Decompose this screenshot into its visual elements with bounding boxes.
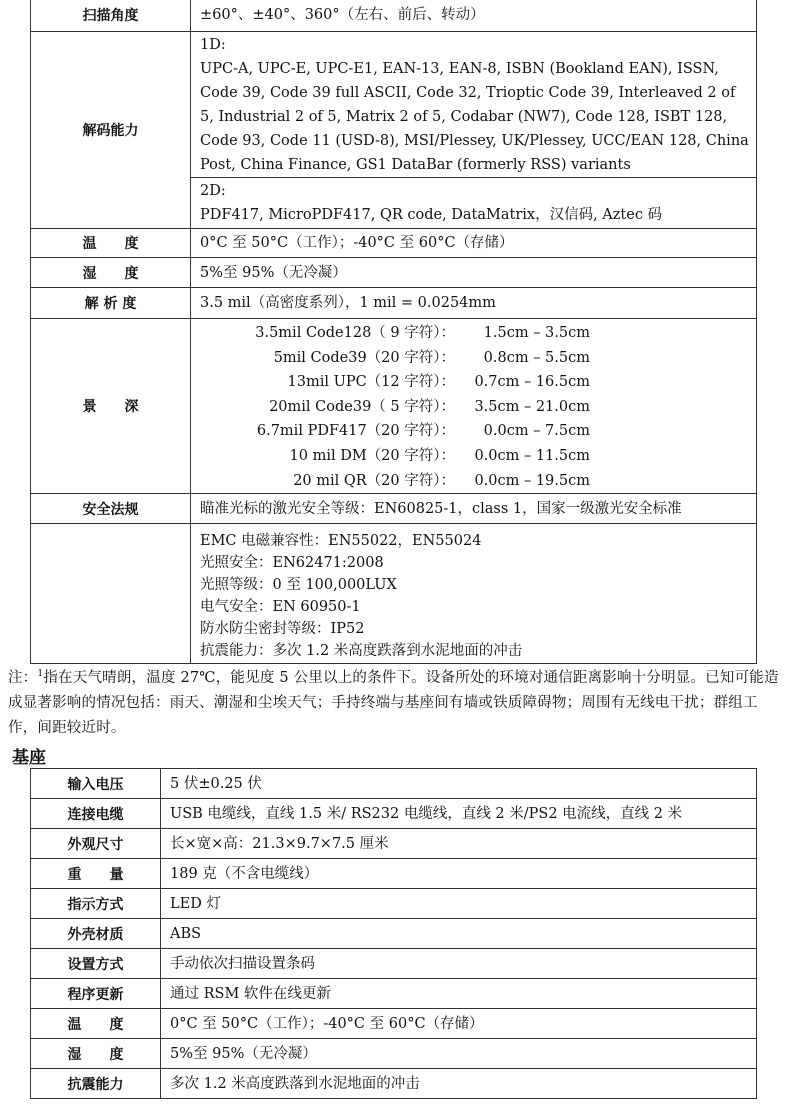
table-row bbox=[31, 859, 757, 889]
env-line: 电气安全：EN 60950-1 bbox=[200, 598, 361, 615]
depth-of-field-cell bbox=[191, 319, 757, 494]
table-row bbox=[31, 319, 757, 494]
resolution-value: 3.5 mil（高密度系列），1 mil = 0.0254mm bbox=[191, 288, 757, 319]
humidity-label: 湿 度 bbox=[31, 258, 191, 288]
scan-angle-label: 扫描角度 bbox=[31, 0, 191, 32]
safety-label: 安全法规 bbox=[31, 494, 191, 524]
depth-code: 20 mil QR（20 字符）： bbox=[293, 472, 455, 489]
depth-range: 0.0cm – 7.5cm bbox=[483, 423, 590, 440]
footnote-prefix: 注： bbox=[8, 669, 38, 686]
base-label: 连接电缆 bbox=[31, 799, 161, 829]
spec-table bbox=[30, 0, 757, 664]
base-label: 指示方式 bbox=[31, 889, 161, 919]
depth-row bbox=[200, 321, 756, 346]
table-row bbox=[31, 829, 757, 859]
depth-row bbox=[200, 370, 756, 395]
table-row bbox=[31, 979, 757, 1009]
depth-code: 13mil UPC（12 字符）： bbox=[287, 374, 455, 391]
depth-code: 5mil Code39（20 字符）： bbox=[273, 349, 455, 366]
base-value: 长×宽×高：21.3×9.7×7.5 厘米 bbox=[161, 829, 757, 859]
base-value: 多次 1.2 米高度跌落到水泥地面的冲击 bbox=[161, 1069, 757, 1099]
base-value: USB 电缆线，直线 1.5 米/ RS232 电缆线，直线 2 米/PS2 电流线，直线 2 米 bbox=[161, 799, 757, 829]
base-value: 0°C 至 50°C（工作）；-40°C 至 60°C（存储） bbox=[161, 1009, 757, 1039]
base-table bbox=[30, 768, 757, 1099]
table-row bbox=[31, 799, 757, 829]
env-line: 抗震能力：多次 1.2 米高度跌落到水泥地面的冲击 bbox=[200, 642, 523, 659]
depth-row bbox=[200, 419, 756, 444]
table-row bbox=[31, 494, 757, 524]
temperature-label: 温 度 bbox=[31, 229, 191, 258]
env-label-empty bbox=[31, 524, 191, 664]
base-label: 重 量 bbox=[31, 859, 161, 889]
table-row bbox=[31, 1039, 757, 1069]
decode-2d-cell bbox=[191, 178, 757, 229]
env-line: EMC 电磁兼容性：EN55022，EN55024 bbox=[200, 532, 482, 549]
base-value: 手动依次扫描设置条码 bbox=[161, 949, 757, 979]
base-value: 通过 RSM 软件在线更新 bbox=[161, 979, 757, 1009]
safety-value: 瞄准光标的激光安全等级：EN60825-1，class 1，国家一级激光安全标准 bbox=[191, 494, 757, 524]
temperature-value: 0°C 至 50°C（工作）；-40°C 至 60°C（存储） bbox=[191, 229, 757, 258]
base-value: 189 克（不含电缆线） bbox=[161, 859, 757, 889]
table-row bbox=[31, 1009, 757, 1039]
table-row bbox=[31, 949, 757, 979]
depth-range: 1.5cm – 3.5cm bbox=[483, 325, 590, 341]
humidity-value: 5%至 95%（无冷凝） bbox=[191, 258, 757, 288]
base-section-title: 基座 bbox=[12, 748, 46, 768]
env-line: 光照安全：EN62471:2008 bbox=[200, 554, 384, 571]
table-row bbox=[31, 258, 757, 288]
scan-angle-value: ±60°、±40°、360°（左右、前后、转动） bbox=[191, 0, 757, 32]
table-row bbox=[31, 889, 757, 919]
depth-row bbox=[200, 469, 756, 494]
depth-code: 3.5mil Code128（ 9 字符）： bbox=[255, 325, 455, 341]
depth-range: 0.0cm – 11.5cm bbox=[474, 447, 590, 464]
depth-range: 3.5cm – 21.0cm bbox=[474, 398, 590, 415]
depth-range: 0.0cm – 19.5cm bbox=[474, 472, 590, 489]
base-label: 输入电压 bbox=[31, 769, 161, 799]
base-label: 设置方式 bbox=[31, 949, 161, 979]
base-value: 5 伏±0.25 伏 bbox=[161, 769, 757, 799]
base-label: 外观尺寸 bbox=[31, 829, 161, 859]
base-value: ABS bbox=[161, 919, 757, 949]
decode-2d-text: PDF417, MicroPDF417, QR code, DataMatrix，汉信码, Aztec 码 bbox=[200, 207, 663, 223]
table-row bbox=[31, 1069, 757, 1099]
decode-label: 解码能力 bbox=[31, 32, 191, 229]
depth-label: 景 深 bbox=[31, 319, 191, 494]
depth-code: 6.7mil PDF417（20 字符）： bbox=[256, 423, 455, 440]
base-value: LED 灯 bbox=[161, 889, 757, 919]
table-row bbox=[31, 288, 757, 319]
table-row bbox=[31, 0, 757, 32]
base-value: 5%至 95%（无冷凝） bbox=[161, 1039, 757, 1069]
table-row bbox=[31, 32, 757, 178]
depth-row bbox=[200, 346, 756, 371]
depth-code: 20mil Code39（ 5 字符）： bbox=[269, 398, 455, 415]
depth-range: 0.8cm – 5.5cm bbox=[483, 349, 590, 366]
depth-row bbox=[200, 444, 756, 469]
footnote-marker: 1 bbox=[37, 669, 44, 679]
table-row bbox=[31, 919, 757, 949]
base-label: 程序更新 bbox=[31, 979, 161, 1009]
env-cell bbox=[191, 524, 757, 664]
depth-range: 0.7cm – 16.5cm bbox=[474, 374, 590, 391]
base-label: 外壳材质 bbox=[31, 919, 161, 949]
table-row bbox=[31, 769, 757, 799]
base-label: 温 度 bbox=[31, 1009, 161, 1039]
env-line: 防水防尘密封等级：IP52 bbox=[200, 620, 365, 637]
decode-1d-cell bbox=[191, 32, 757, 178]
footnote bbox=[8, 662, 783, 741]
table-row bbox=[31, 524, 757, 664]
decode-1d-title: 1D: bbox=[200, 36, 226, 53]
base-label: 湿 度 bbox=[31, 1039, 161, 1069]
decode-2d-title: 2D: bbox=[200, 183, 226, 199]
env-line: 光照等级：0 至 100,000LUX bbox=[200, 576, 397, 593]
table-row bbox=[31, 229, 757, 258]
decode-1d-text: UPC-A, UPC-E, UPC-E1, EAN-13, EAN-8, ISBN (Bookland EAN), ISSN, Code 39, Code 39 full ASCII, Code 32, Trioptic Code 39, Interleaved 2 of 5, Industrial 2 of 5, Matrix 2 of 5, Codabar (NW7), Code 128, ISBT 128, Code 93, Code 11 (USD-8), MSI/Plessey, UK/Plessey, UCC/EAN 128, China Post, China Finance, GS1 DataBar (formerly RSS) variants bbox=[200, 60, 749, 173]
resolution-label: 解 析 度 bbox=[31, 288, 191, 319]
footnote-text: 指在天气晴朗，温度 27℃，能见度 5 公里以上的条件下。设备所处的环境对通信距离影响十分明显。已知可能造成显著影响的情况包括：雨天、潮湿和尘埃天气；手持终端与基座间有墙或铁质障碍物；周围有无线电干扰；群组工作，间距较近时。 bbox=[8, 669, 779, 736]
depth-row bbox=[200, 395, 756, 420]
depth-code: 10 mil DM（20 字符）： bbox=[289, 447, 455, 464]
base-label: 抗震能力 bbox=[31, 1069, 161, 1099]
